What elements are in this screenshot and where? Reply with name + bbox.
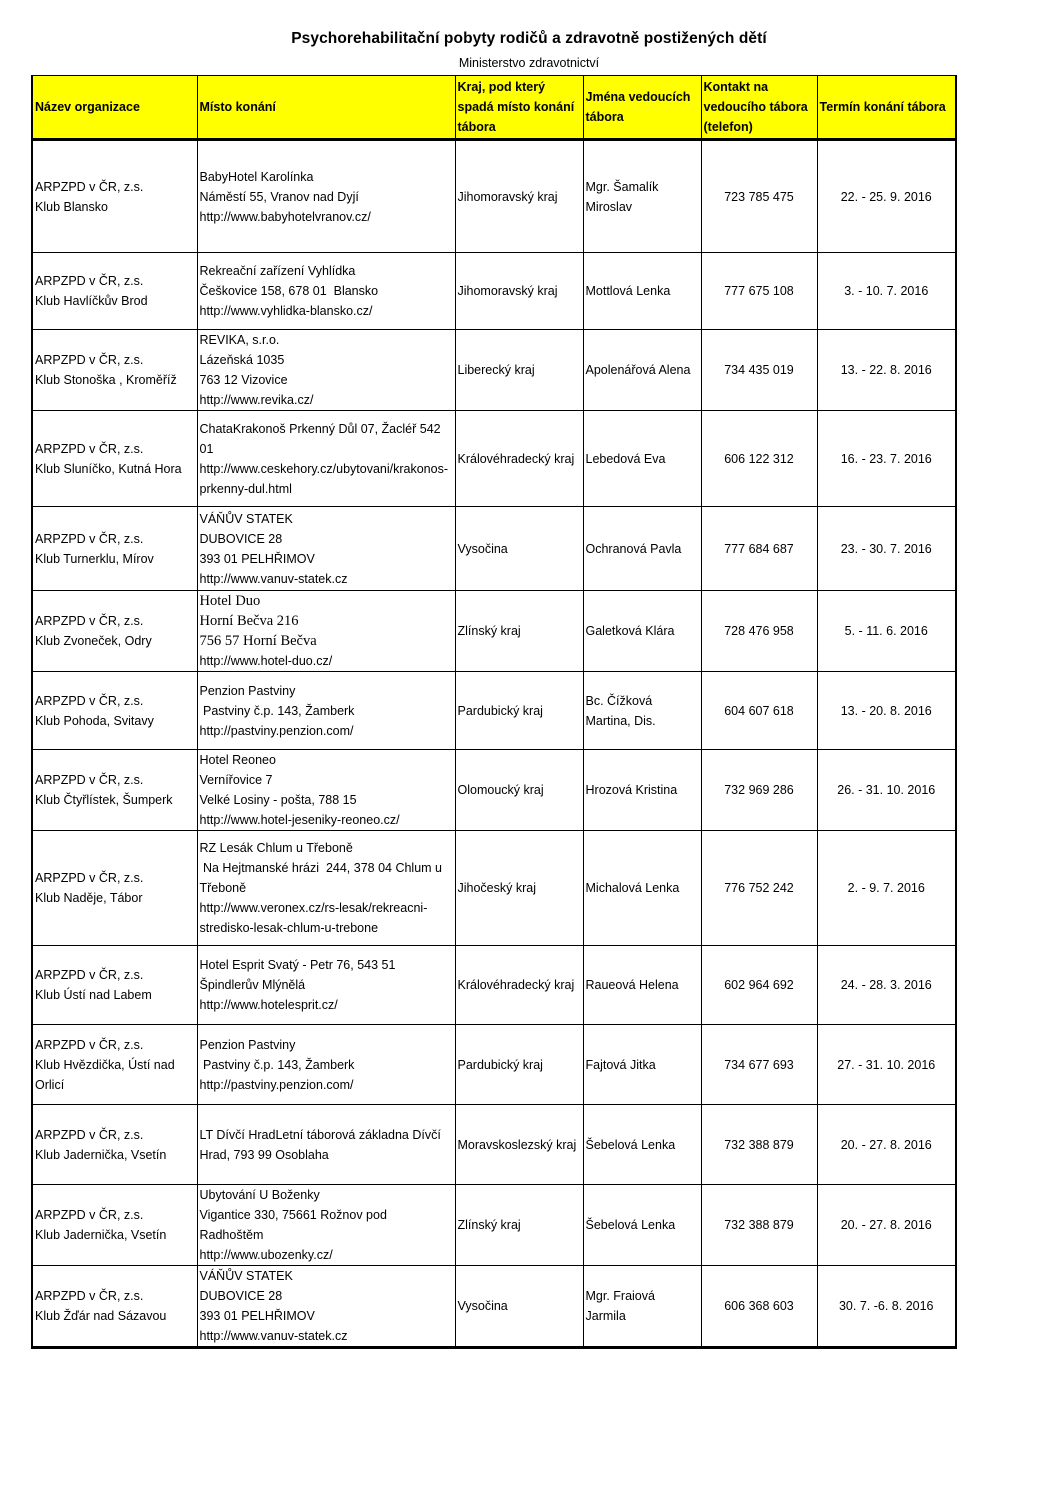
table-row bbox=[32, 253, 956, 330]
term-cell: 23. - 30. 7. 2016 bbox=[817, 507, 956, 591]
organization-cell-line: ARPZPD v ČR, z.s. bbox=[35, 968, 144, 982]
venue-cell bbox=[197, 140, 455, 253]
venue-cell-line: 763 12 Vizovice bbox=[199, 373, 288, 387]
region-cell: Jihomoravský kraj bbox=[455, 253, 583, 330]
organization-cell-line: ARPZPD v ČR, z.s. bbox=[35, 274, 144, 288]
organization-cell-line: ARPZPD v ČR, z.s. bbox=[35, 441, 144, 456]
region-cell: Zlínský kraj bbox=[455, 591, 583, 672]
venue-cell-line: DUBOVICE 28 bbox=[199, 1289, 283, 1303]
venue-cell-line: LT Dívčí HradLetní táborová základna Dívčí Hrad, 793 99 Osoblaha bbox=[199, 1127, 445, 1162]
organization-cell-line: Klub Hvězdička, Ústí nad Orlicí bbox=[35, 1057, 179, 1092]
organization-cell-line: Klub Žďár nad Sázavou bbox=[35, 1309, 167, 1323]
document-subtitle: Ministerstvo zdravotnictví bbox=[458, 56, 600, 70]
leaders-cell: Šebelová Lenka bbox=[583, 1185, 701, 1266]
venue-cell-line: Vigantice 330, 75661 Rožnov pod Radhoštěm bbox=[199, 1208, 391, 1242]
venue-cell-line: ChataKrakonoš Prkenný Důl 07, Žacléř 542 01 bbox=[199, 421, 445, 456]
term-cell: 3. - 10. 7. 2016 bbox=[817, 253, 956, 330]
term-cell: 16. - 23. 7. 2016 bbox=[817, 411, 956, 507]
venue-cell bbox=[197, 946, 455, 1025]
region-cell: Vysočina bbox=[455, 1266, 583, 1348]
venue-cell-line: http://www.hotelesprit.cz/ bbox=[199, 998, 338, 1012]
venue-cell bbox=[197, 672, 455, 750]
venue-cell-line: http://www.ceskehory.cz/ubytovani/krakonos-prkenny-dul.html bbox=[199, 461, 448, 496]
leaders-cell: Mottlová Lenka bbox=[583, 253, 701, 330]
region-cell: Pardubický kraj bbox=[455, 1025, 583, 1105]
venue-cell-line: Horní Bečva 216 bbox=[199, 613, 299, 629]
camps-table bbox=[31, 75, 957, 1349]
contact-cell: 732 969 286 bbox=[701, 750, 817, 831]
contact-cell: 606 368 603 bbox=[701, 1266, 817, 1348]
organization-cell bbox=[32, 750, 197, 831]
organization-cell bbox=[32, 411, 197, 507]
organization-cell-line: ARPZPD v ČR, z.s. bbox=[35, 773, 144, 787]
table-row bbox=[32, 1185, 956, 1266]
venue-cell-line: Ubytování U Boženky bbox=[199, 1188, 320, 1202]
venue-cell-line: REVIKA, s.r.o. bbox=[199, 333, 280, 347]
region-cell: Královéhradecký kraj bbox=[455, 411, 583, 507]
venue-cell-line: 756 57 Horní Bečva bbox=[199, 633, 317, 649]
venue-cell-line: Hotel Esprit Svatý - Petr 76, 543 51 Špindlerův Mlýnělá bbox=[199, 958, 399, 992]
term-cell: 20. - 27. 8. 2016 bbox=[817, 1185, 956, 1266]
leaders-cell: Lebedová Eva bbox=[583, 411, 701, 507]
organization-cell-line: ARPZPD v ČR, z.s. bbox=[35, 1289, 144, 1303]
table-row bbox=[32, 1266, 956, 1348]
venue-cell-line: Hotel Reoneo bbox=[199, 753, 276, 767]
table-body bbox=[32, 140, 956, 1348]
contact-cell: 732 388 879 bbox=[701, 1185, 817, 1266]
leaders-cell: Bc. Čížková Martina, Dis. bbox=[583, 672, 701, 750]
region-cell: Olomoucký kraj bbox=[455, 750, 583, 831]
contact-cell: 734 435 019 bbox=[701, 330, 817, 411]
organization-cell-line: Klub Čtyřlístek, Šumperk bbox=[35, 793, 173, 807]
header-leaders: Jména vedoucích tábora bbox=[583, 76, 701, 140]
term-cell: 2. - 9. 7. 2016 bbox=[817, 831, 956, 946]
leaders-cell: Raueová Helena bbox=[583, 946, 701, 1025]
region-cell: Pardubický kraj bbox=[455, 672, 583, 750]
venue-cell-line: http://www.hotel-duo.cz/ bbox=[199, 654, 333, 668]
organization-cell bbox=[32, 253, 197, 330]
term-cell: 20. - 27. 8. 2016 bbox=[817, 1105, 956, 1185]
contact-cell: 728 476 958 bbox=[701, 591, 817, 672]
region-cell: Vysočina bbox=[455, 507, 583, 591]
region-cell: Jihomoravský kraj bbox=[455, 140, 583, 253]
venue-cell-line: 393 01 PELHŘIMOV bbox=[199, 551, 315, 566]
venue-cell-line: VÁŇŮV STATEK bbox=[199, 1269, 293, 1283]
header-term: Termín konání tábora bbox=[817, 76, 956, 140]
venue-cell bbox=[197, 1105, 455, 1185]
header-contact: Kontakt na vedoucího tábora (telefon) bbox=[701, 76, 817, 140]
venue-cell-line: Pastviny č.p. 143, Žamberk bbox=[199, 703, 355, 718]
contact-cell: 777 684 687 bbox=[701, 507, 817, 591]
venue-cell-line: http://www.vanuv-statek.cz bbox=[199, 571, 348, 586]
leaders-cell: Mgr. Šamalík Miroslav bbox=[583, 140, 701, 253]
contact-cell: 604 607 618 bbox=[701, 672, 817, 750]
region-cell: Liberecký kraj bbox=[455, 330, 583, 411]
term-cell: 24. - 28. 3. 2016 bbox=[817, 946, 956, 1025]
venue-cell bbox=[197, 411, 455, 507]
table-row bbox=[32, 140, 956, 253]
venue-cell-line: http://www.revika.cz/ bbox=[199, 393, 314, 407]
header-organization: Název organizace bbox=[32, 76, 197, 140]
table-row bbox=[32, 672, 956, 750]
organization-cell-line: ARPZPD v ČR, z.s. bbox=[35, 353, 144, 367]
contact-cell: 732 388 879 bbox=[701, 1105, 817, 1185]
venue-cell bbox=[197, 253, 455, 330]
venue-cell bbox=[197, 1185, 455, 1266]
leaders-cell: Galetková Klára bbox=[583, 591, 701, 672]
organization-cell-line: Klub Pohoda, Svitavy bbox=[35, 713, 154, 728]
organization-cell-line: ARPZPD v ČR, z.s. bbox=[35, 179, 144, 194]
venue-cell-line: Velké Losiny - pošta, 788 15 bbox=[199, 793, 357, 807]
organization-cell bbox=[32, 1266, 197, 1348]
table-row bbox=[32, 507, 956, 591]
organization-cell-line: Klub Stonoška , Kroměříž bbox=[35, 373, 177, 387]
leaders-cell: Šebelová Lenka bbox=[583, 1105, 701, 1185]
organization-cell bbox=[32, 1185, 197, 1266]
venue-cell-line: http://www.veronex.cz/rs-lesak/rekreacni-stredisko-lesak-chlum-u-trebone bbox=[199, 901, 428, 935]
table-row bbox=[32, 591, 956, 672]
organization-cell-line: ARPZPD v ČR, z.s. bbox=[35, 1208, 144, 1222]
venue-cell-line: Penzion Pastviny bbox=[199, 1037, 296, 1052]
organization-cell-line: ARPZPD v ČR, z.s. bbox=[35, 693, 144, 708]
venue-cell bbox=[197, 750, 455, 831]
region-cell: Moravskoslezský kraj bbox=[455, 1105, 583, 1185]
venue-cell bbox=[197, 591, 455, 672]
term-cell: 5. - 11. 6. 2016 bbox=[817, 591, 956, 672]
contact-cell: 734 677 693 bbox=[701, 1025, 817, 1105]
term-cell: 26. - 31. 10. 2016 bbox=[817, 750, 956, 831]
venue-cell-line: DUBOVICE 28 bbox=[199, 531, 283, 546]
venue-cell-line: Pastviny č.p. 143, Žamberk bbox=[199, 1057, 355, 1072]
term-cell: 22. - 25. 9. 2016 bbox=[817, 140, 956, 253]
venue-cell-line: Penzion Pastviny bbox=[199, 683, 296, 698]
venue-cell-line: BabyHotel Karolínka bbox=[199, 169, 314, 184]
organization-cell-line: ARPZPD v ČR, z.s. bbox=[35, 1037, 144, 1052]
venue-cell-line: http://www.babyhotelvranov.cz/ bbox=[199, 209, 371, 224]
venue-cell bbox=[197, 1266, 455, 1348]
organization-cell-line: Klub Blansko bbox=[35, 199, 108, 214]
leaders-cell: Michalová Lenka bbox=[583, 831, 701, 946]
venue-cell-line: http://www.ubozenky.cz/ bbox=[199, 1248, 333, 1262]
organization-cell bbox=[32, 1105, 197, 1185]
venue-cell-line: http://www.vyhlidka-blansko.cz/ bbox=[199, 304, 373, 318]
venue-cell-line: Hotel Duo bbox=[199, 593, 261, 609]
venue-cell-line: http://pastviny.penzion.com/ bbox=[199, 723, 354, 738]
venue-cell-line: Vernířovice 7 bbox=[199, 773, 273, 787]
organization-cell bbox=[32, 1025, 197, 1105]
organization-cell-line: ARPZPD v ČR, z.s. bbox=[35, 1127, 144, 1142]
venue-cell bbox=[197, 507, 455, 591]
contact-cell: 723 785 475 bbox=[701, 140, 817, 253]
venue-cell-line: http://pastviny.penzion.com/ bbox=[199, 1077, 354, 1092]
organization-cell-line: Klub Jadernička, Vsetín bbox=[35, 1228, 167, 1242]
contact-cell: 777 675 108 bbox=[701, 253, 817, 330]
organization-cell bbox=[32, 507, 197, 591]
venue-cell-line: Lázeňská 1035 bbox=[199, 353, 285, 367]
organization-cell-line: Klub Havlíčkův Brod bbox=[35, 294, 148, 308]
organization-cell-line: Klub Jadernička, Vsetín bbox=[35, 1147, 167, 1162]
organization-cell bbox=[32, 591, 197, 672]
organization-cell bbox=[32, 672, 197, 750]
organization-cell bbox=[32, 140, 197, 253]
term-cell: 27. - 31. 10. 2016 bbox=[817, 1025, 956, 1105]
venue-cell-line: RZ Lesák Chlum u Třeboně bbox=[199, 841, 353, 855]
venue-cell-line: http://www.vanuv-statek.cz bbox=[199, 1329, 348, 1343]
organization-cell-line: ARPZPD v ČR, z.s. bbox=[35, 531, 144, 546]
table-row bbox=[32, 946, 956, 1025]
organization-cell bbox=[32, 946, 197, 1025]
venue-cell bbox=[197, 1025, 455, 1105]
table-row bbox=[32, 831, 956, 946]
venue-cell-line: 393 01 PELHŘIMOV bbox=[199, 1309, 315, 1323]
region-cell: Královéhradecký kraj bbox=[455, 946, 583, 1025]
table-row bbox=[32, 1105, 956, 1185]
contact-cell: 606 122 312 bbox=[701, 411, 817, 507]
venue-cell bbox=[197, 330, 455, 411]
leaders-cell: Apolenářová Alena bbox=[583, 330, 701, 411]
header-venue: Místo konání bbox=[197, 76, 455, 140]
leaders-cell: Ochranová Pavla bbox=[583, 507, 701, 591]
venue-cell-line: VÁŇŮV STATEK bbox=[199, 511, 293, 526]
document-title: Psychorehabilitační pobyty rodičů a zdravotně postižených dětí bbox=[291, 30, 767, 47]
organization-cell-line: Klub Sluníčko, Kutná Hora bbox=[35, 461, 182, 476]
venue-cell bbox=[197, 831, 455, 946]
table-row bbox=[32, 330, 956, 411]
venue-cell-line: http://www.hotel-jeseniky-reoneo.cz/ bbox=[199, 813, 400, 827]
table-row bbox=[32, 411, 956, 507]
term-cell: 13. - 22. 8. 2016 bbox=[817, 330, 956, 411]
venue-cell-line: Náměstí 55, Vranov nad Dyjí bbox=[199, 189, 359, 204]
region-cell: Jihočeský kraj bbox=[455, 831, 583, 946]
organization-cell-line: Klub Naděje, Tábor bbox=[35, 891, 143, 905]
venue-cell-line: Rekreační zařízení Vyhlídka bbox=[199, 264, 356, 278]
contact-cell: 776 752 242 bbox=[701, 831, 817, 946]
leaders-cell: Fajtová Jitka bbox=[583, 1025, 701, 1105]
organization-cell-line: ARPZPD v ČR, z.s. bbox=[35, 871, 144, 885]
table-row bbox=[32, 750, 956, 831]
term-cell: 13. - 20. 8. 2016 bbox=[817, 672, 956, 750]
organization-cell-line: Klub Turnerklu, Mírov bbox=[35, 551, 154, 566]
leaders-cell: Mgr. Fraiová Jarmila bbox=[583, 1266, 701, 1348]
table-row bbox=[32, 1025, 956, 1105]
term-cell: 30. 7. -6. 8. 2016 bbox=[817, 1266, 956, 1348]
organization-cell-line: ARPZPD v ČR, z.s. bbox=[35, 614, 144, 628]
header-region: Kraj, pod který spadá místo konání tábora bbox=[455, 76, 583, 140]
contact-cell: 602 964 692 bbox=[701, 946, 817, 1025]
venue-cell-line: Češkovice 158, 678 01 Blansko bbox=[199, 284, 379, 298]
organization-cell-line: Klub Ústí nad Labem bbox=[35, 988, 152, 1002]
organization-cell bbox=[32, 831, 197, 946]
leaders-cell: Hrozová Kristina bbox=[583, 750, 701, 831]
region-cell: Zlínský kraj bbox=[455, 1185, 583, 1266]
organization-cell-line: Klub Zvoneček, Odry bbox=[35, 634, 152, 648]
table-header-row bbox=[32, 76, 956, 140]
venue-cell-line: Na Hejtmanské hrázi 244, 378 04 Chlum u Třeboně bbox=[199, 861, 446, 895]
organization-cell bbox=[32, 330, 197, 411]
